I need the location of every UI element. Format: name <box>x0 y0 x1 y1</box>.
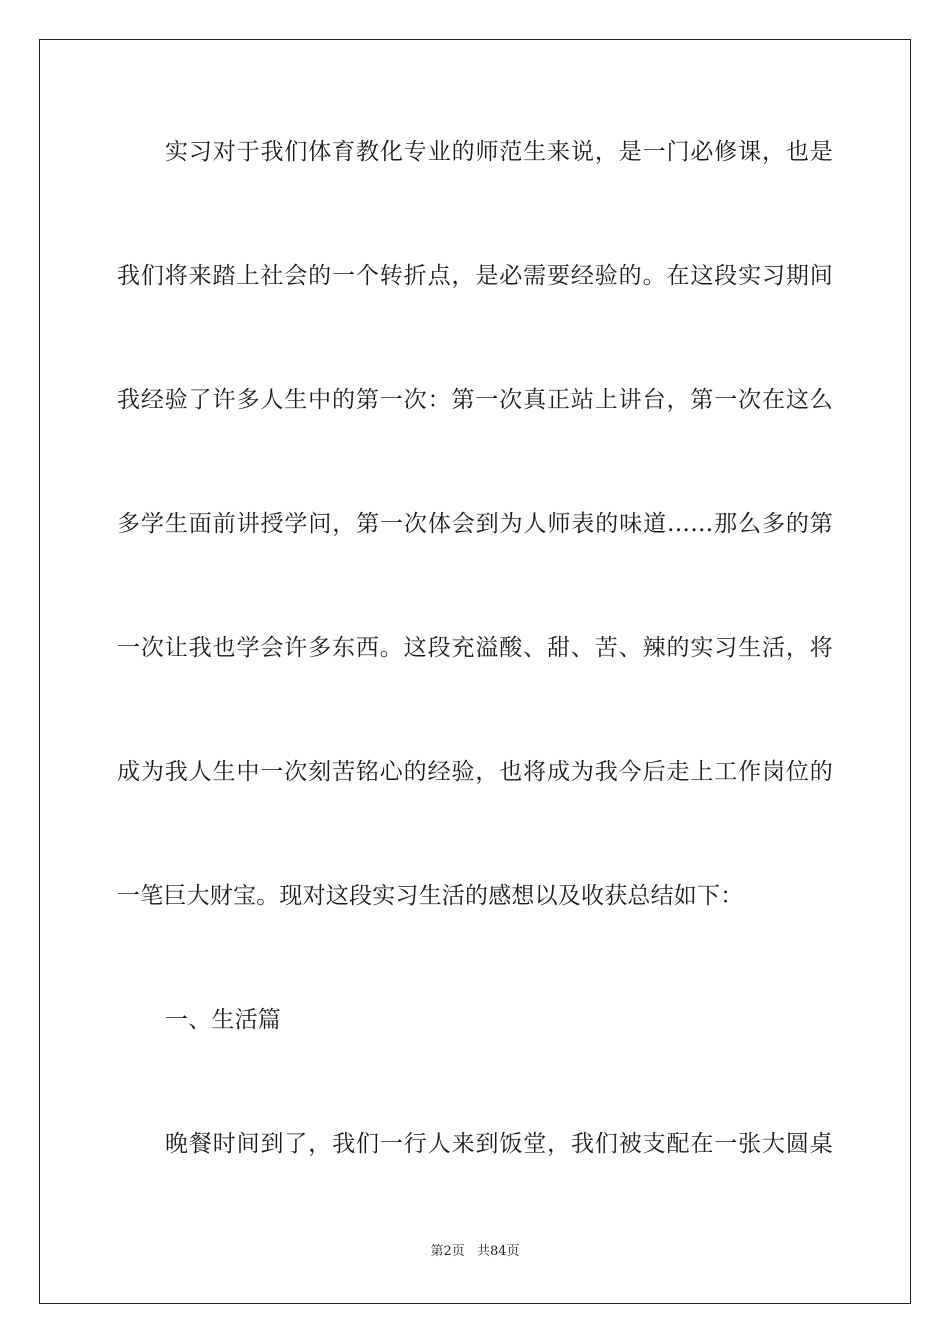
paragraph-line: 我们将来踏上社会的一个转折点，是必需要经验的。在这段实习期间 <box>117 263 833 289</box>
paragraph-line: 晚餐时间到了，我们一行人来到饭堂，我们被支配在一张大圆桌 <box>165 1131 833 1157</box>
page-total: 共84页 <box>476 1244 520 1259</box>
paragraph-line: 一笔巨大财宝。现对这段实习生活的感想以及收获总结如下： <box>117 883 744 909</box>
paragraph-line: 实习对于我们体育教化专业的师范生来说，是一门必修课，也是 <box>165 139 833 165</box>
page-border <box>39 39 911 1304</box>
paragraph-line: 我经验了许多人生中的第一次：第一次真正站上讲台，第一次在这么 <box>117 387 833 413</box>
section-heading: 一、生活篇 <box>165 1007 281 1033</box>
page-number: 第2页 <box>430 1244 465 1259</box>
paragraph-line: 成为我人生中一次刻苦铭心的经验，也将成为我今后走上工作岗位的 <box>117 759 833 785</box>
paragraph-line: 一次让我也学会许多东西。这段充溢酸、甜、苦、辣的实习生活，将 <box>117 635 833 661</box>
page-footer <box>0 1243 950 1261</box>
paragraph-line: 多学生面前讲授学问，第一次体会到为人师表的味道……那么多的第 <box>117 511 833 537</box>
